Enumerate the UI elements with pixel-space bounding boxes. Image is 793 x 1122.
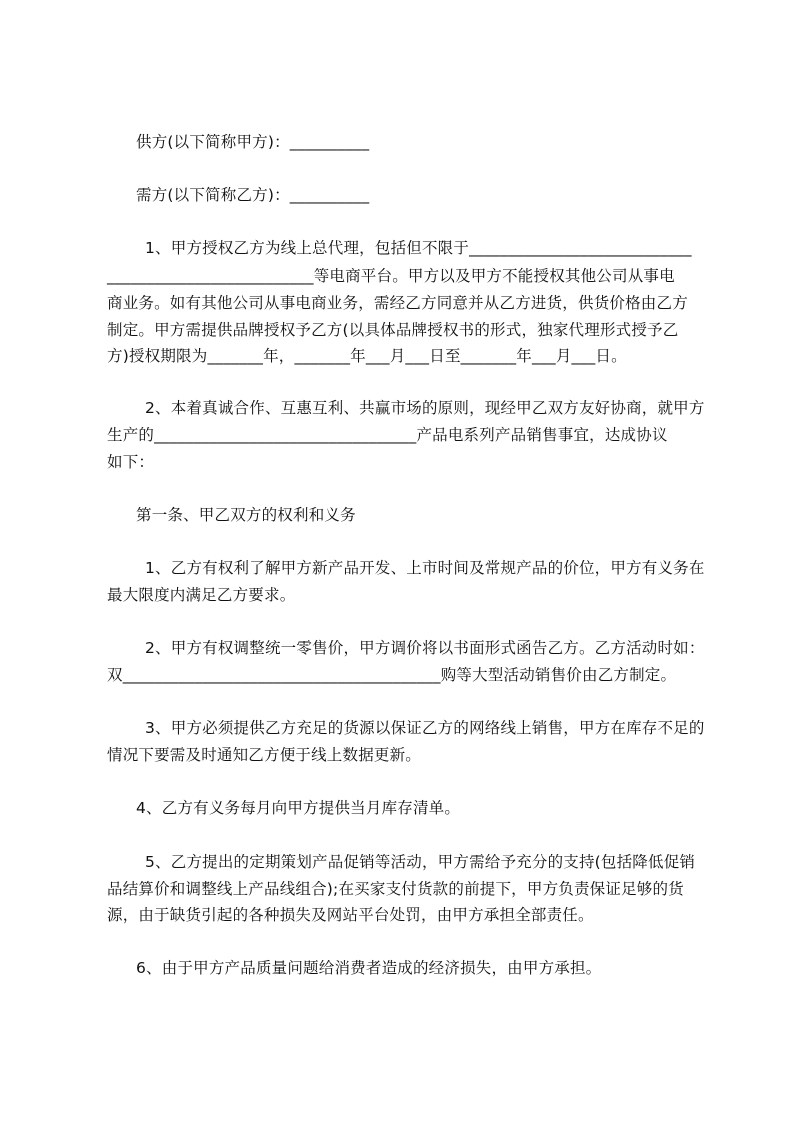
clause-1-line-1: 1、甲方授权乙方为线上总代理，包括但不限于____________________________	[145, 239, 692, 257]
clause-1-line-2: __________________________等电商平台。甲方以及甲方不能授权其他公司从事电	[107, 267, 675, 285]
article-1-item-1-line-1: 1、乙方有权利了解甲方新产品开发、上市时间及常规产品的价位，甲方有义务在	[145, 559, 705, 577]
clause-1-line-3: 商业务。如有其他公司从事电商业务，需经乙方同意并从乙方进货，供货价格由乙方	[107, 294, 688, 312]
clause-2-line-3: 如下：	[107, 453, 155, 471]
article-1-item-3-line-2: 情况下要需及时通知乙方便于线上数据更新。	[107, 746, 422, 764]
buyer-party-line: 需方(以下简称乙方)：__________	[136, 186, 370, 204]
article-1-item-2-line-2: 双________________________________________购等大型活动销售价由乙方制定。	[107, 666, 677, 684]
article-1-item-6-line-1: 6、由于甲方产品质量问题给消费者造成的经济损失，由甲方承担。	[136, 959, 602, 977]
clause-1-line-4: 制定。甲方需提供品牌授权予乙方(以具体品牌授权书的形式，独家代理形式授予乙	[107, 321, 679, 339]
clause-2-line-2: 生产的_________________________________产品电系列产品销售事宜，达成协议	[107, 426, 668, 444]
article-1-item-2-line-1: 2、甲方有权调整统一零售价，甲方调价将以书面形式函告乙方。乙方活动时如：	[145, 639, 705, 657]
supplier-party-line: 供方(以下简称甲方)：__________	[136, 133, 370, 151]
article-1-heading: 第一条、甲乙双方的权利和义务	[136, 506, 356, 524]
article-1-item-1-line-2: 最大限度内满足乙方要求。	[107, 586, 296, 604]
article-1-item-5-line-3: 源，由于缺货引起的各种损失及网站平台处罚，由甲方承担全部责任。	[107, 906, 594, 924]
article-1-item-5-line-1: 5、乙方提出的定期策划产品促销等活动，甲方需给予充分的支持(包括降低促销	[145, 853, 696, 871]
article-1-item-5-line-2: 品结算价和调整线上产品线组合);在买家支付货款的前提下，甲方负责保证足够的货	[107, 880, 684, 898]
article-1-item-3-line-1: 3、甲方必须提供乙方充足的货源以保证乙方的网络线上销售，甲方在库存不足的	[145, 719, 705, 737]
article-1-item-4-line-1: 4、乙方有义务每月向甲方提供当月库存清单。	[136, 799, 461, 817]
clause-2-line-1: 2、本着真诚合作、互惠互利、共赢市场的原则，现经甲乙双方友好协商，就甲方	[145, 399, 705, 417]
clause-1-line-5: 方)授权期限为_______年，_______年___月___日至_______年___月___日。	[107, 347, 627, 365]
